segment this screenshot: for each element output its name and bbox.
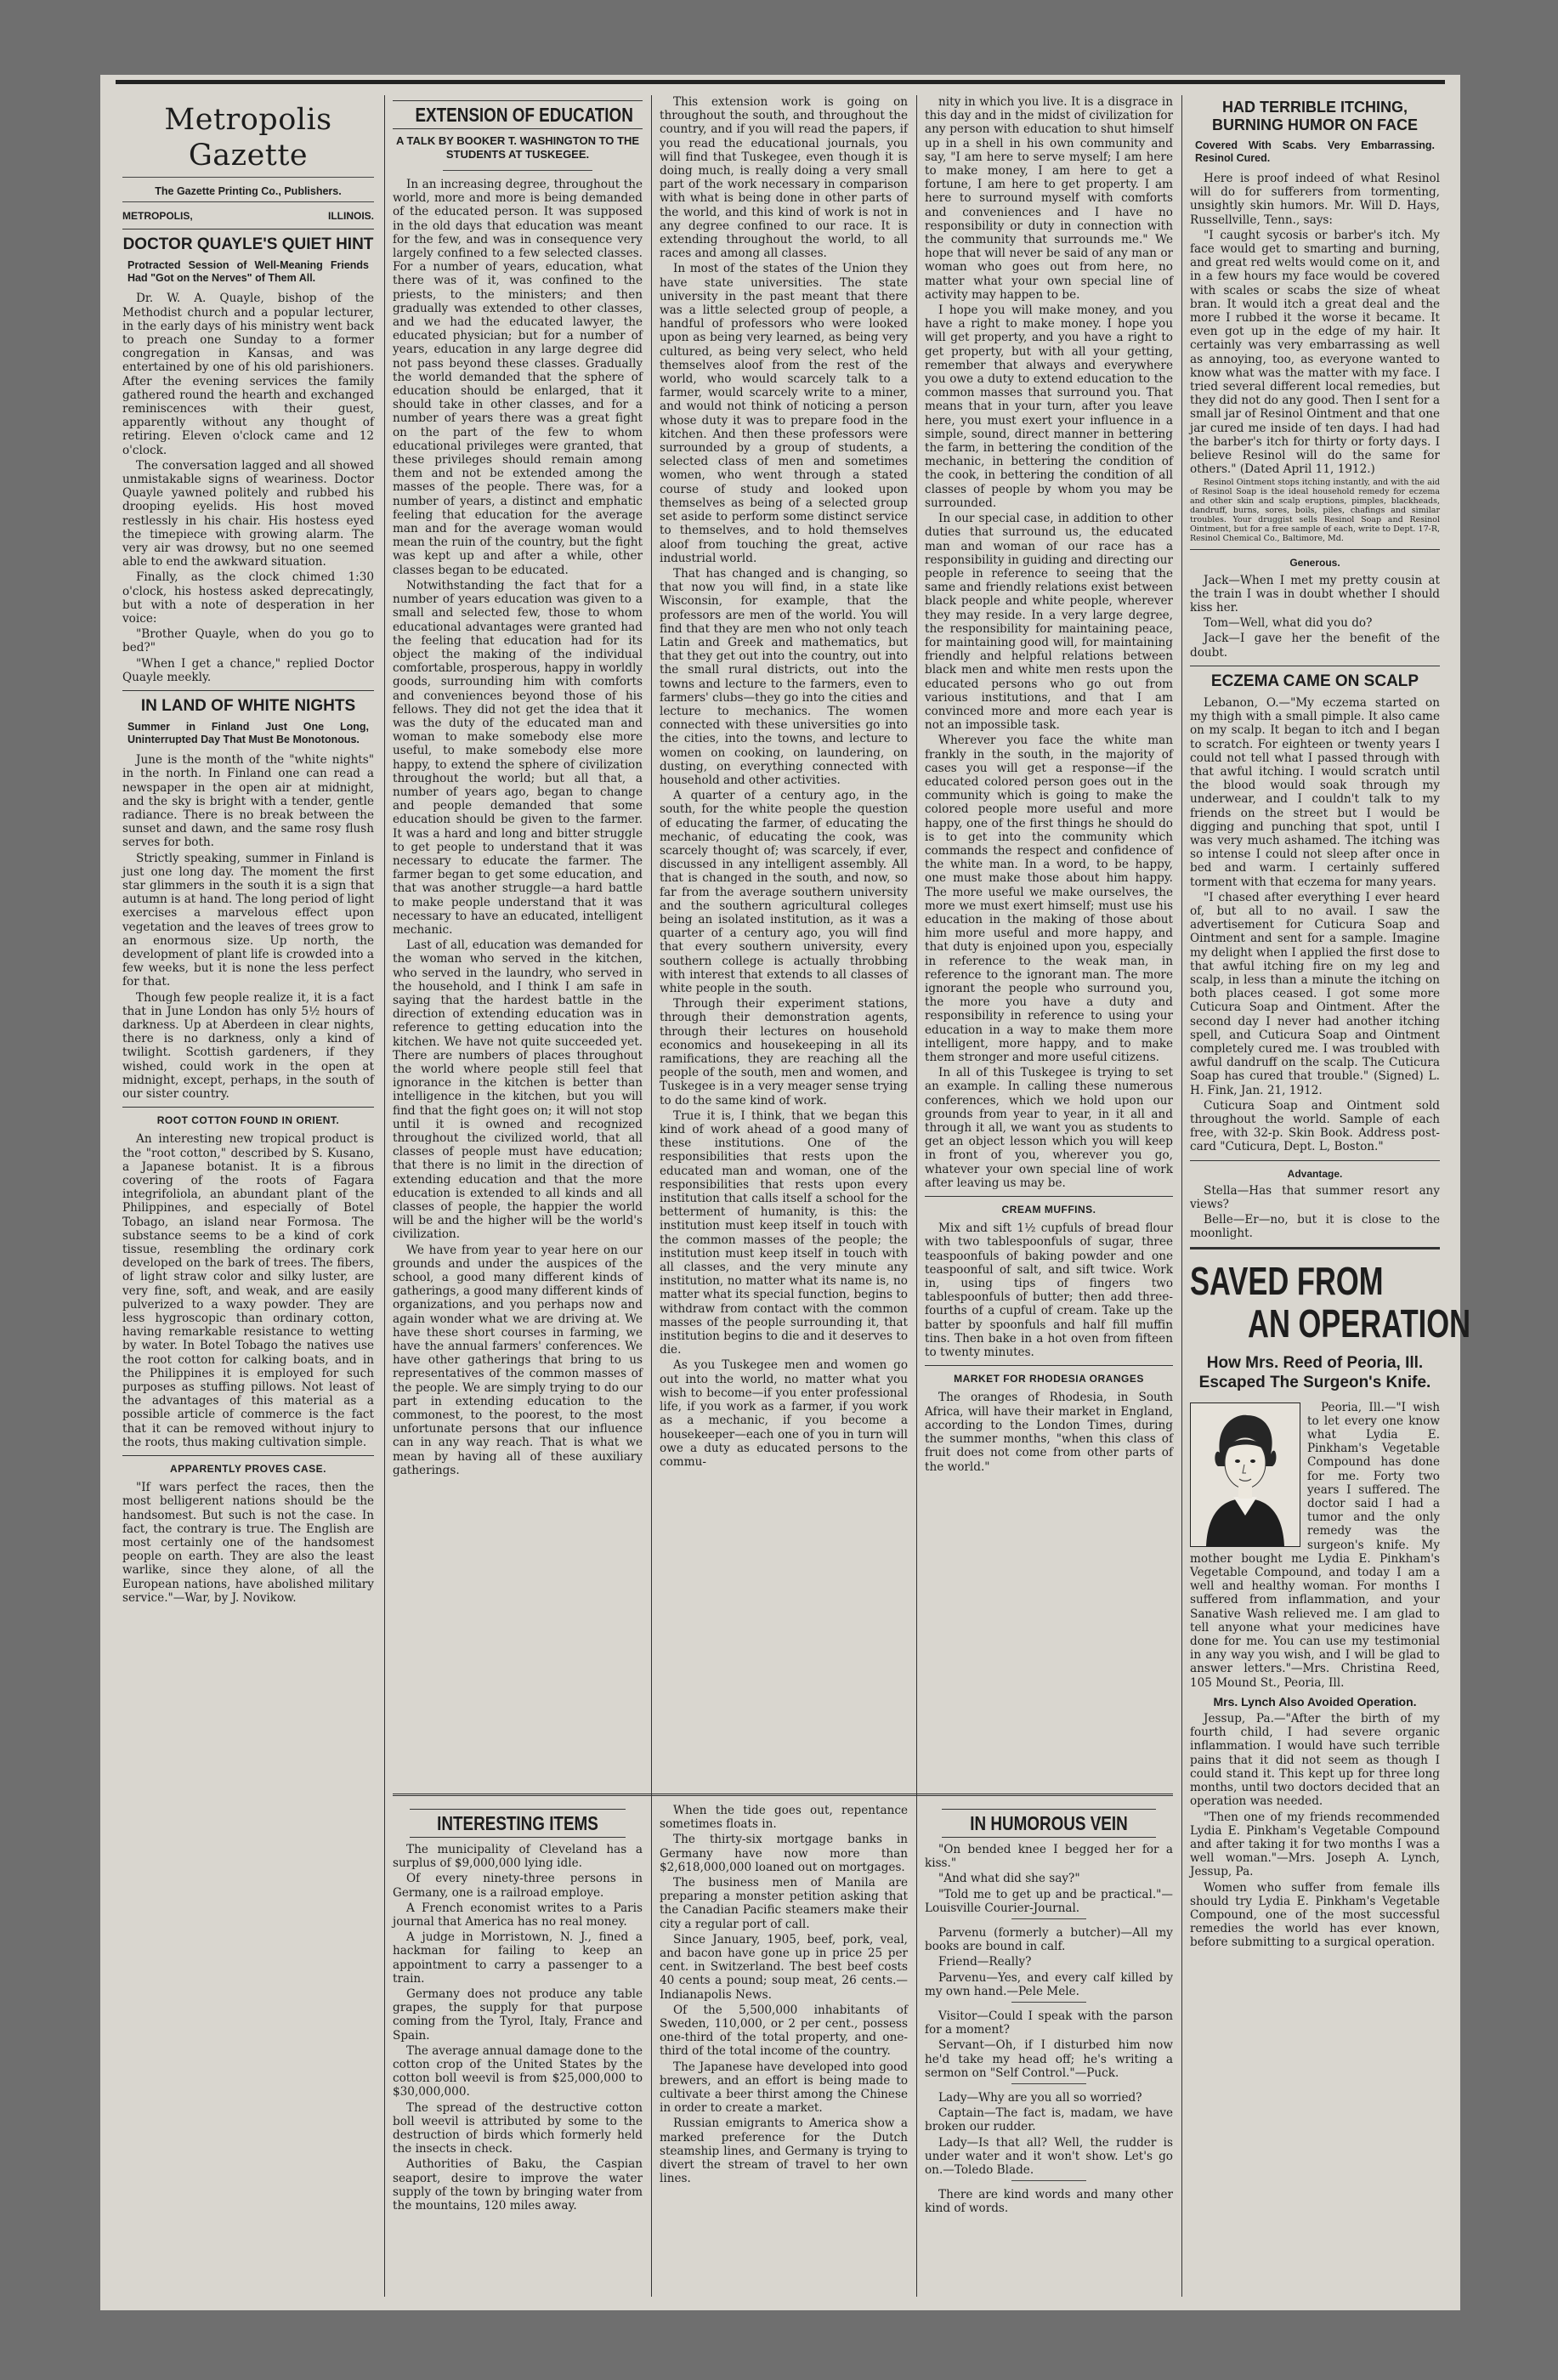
humorous-line: "And what did she say?" bbox=[938, 1872, 1080, 1886]
nights-deck: Summer in Finland Just One Long, Uninterrupted Day That Must Be Monotonous. bbox=[127, 721, 369, 746]
humorous-line: "On bended knee I begged her for a kiss." bbox=[925, 1843, 1173, 1871]
interesting-item: The business men of Manila are preparing a monster petition asking that the Canadian Pacific steamers make their city a regular port of call. bbox=[660, 1876, 908, 1931]
column-rule bbox=[1181, 95, 1182, 2297]
proves-case-headline: APPARENTLY PROVES CASE. bbox=[170, 1463, 326, 1476]
education-para: Through their experiment stations, through their demonstration agents, through their lectures on household economics and housekeeping in all its ramifications, they are reaching all the people of the south, men and women, and Tuskegee is in a very meager sense trying to do the same kind of work. bbox=[660, 997, 908, 1108]
rhodesia-para: The oranges of Rhodesia, in South Africa, will have their market in England, according to the London Times, during the summer months, "when this class of fruit does not come from other parts of the world." bbox=[925, 1391, 1173, 1474]
divider bbox=[1011, 2180, 1086, 2181]
column-1 bbox=[122, 95, 374, 2305]
column-4 bbox=[925, 95, 1173, 1787]
humorous-line: Captain—The fact is, madam, we have broken our rudder. bbox=[925, 2106, 1173, 2134]
generous-line: Tom—Well, what did you do? bbox=[1204, 616, 1373, 631]
divider bbox=[122, 1107, 374, 1108]
education-para: Notwithstanding the fact that for a number of years education was given to a small and selected few, those to whom educational advantages were granted had the feeling that education had for its object the making of the individual comfortable, prosperous, happy in worldly goods, surrounding him with comforts and conveniences beyond those of his fellows. They did not get the idea that it was the duty of the educated man and woman to make somebody else more useful, to make somebody else more happy, to extend the sphere of civilization throughout the world; but all that, a number of years ago, began to change and people demanded that some education should be given to the farmer. It was a hard and long and bitter struggle to get people to understand that it was necessary to educate the farmer. The farmer began to get some education, and that was another struggle—a hard battle to make people understand that it was necessary to have an educated, intelligent mechanic. bbox=[393, 578, 643, 937]
masthead-state: ILLINOIS. bbox=[328, 210, 374, 223]
masthead-title: Metropolis Gazette bbox=[164, 103, 332, 173]
quayle-para: The conversation lagged and all showed unmistakable signs of weariness. Doctor Quayle yawned politely and rubbed his drooping eyelids. His host moved restlessly in his chair. His hostess eyed the timepiece with growing alarm. The very air was drowsy, but no one seemed able to end the awkward situation. bbox=[122, 458, 374, 570]
muffins-headline: CREAM MUFFINS. bbox=[1001, 1204, 1096, 1216]
nights-headline: IN LAND OF WHITE NIGHTS bbox=[140, 697, 356, 716]
advantage-headline: Advantage. bbox=[1287, 1167, 1343, 1180]
muffins-para: Mix and sift 1½ cupfuls of bread flour with two tablespoonfuls of sugar, three teaspoonfuls of baking powder and one teaspoonful of salt, and sift twice. Work in, using tips of fingers two tablespoonfuls of butter; then add three-fourths of a cupful of cream. Take up the batter by spoonfuls and half fill muffin tins. Then bake in a hot oven from fifteen to twenty minutes. bbox=[925, 1221, 1173, 1360]
quayle-para: "When I get a chance," replied Doctor Quayle meekly. bbox=[122, 656, 374, 684]
education-para: We have from year to year here on our grounds and under the auspices of the school, a good many different kinds of gatherings, a good many different kinds of organizations, and you perhaps now and again wonder what we are driving at. We have these short courses in farming, we have the annual farmers' conferences. We have other gatherings that bring to us representatives of the common masses of the people. We are simply trying to do our part in extending education to the commonest, to the poorest, to the most unfortunate persons that our influence can in any way reach. That is what we mean by having all of these auxiliary gatherings. bbox=[393, 1243, 643, 1477]
lynch-para: Women who suffer from female ills should try Lydia E. Pinkham's Vegetable Compound, one of the most successful remedies the world has ever known, before submitting to a surgical operation. bbox=[1190, 1880, 1440, 1950]
section-rule bbox=[393, 1794, 1173, 1796]
divider bbox=[1190, 1160, 1440, 1161]
interesting-item: Of the 5,500,000 inhabitants of Sweden, 110,000, or 2 per cent., possess one-third of the total property, and one-third of the total income of the country. bbox=[660, 2003, 908, 2059]
column-rule bbox=[651, 95, 652, 2297]
interesting-headline: INTERESTING ITEMS bbox=[437, 1812, 598, 1834]
divider bbox=[122, 177, 374, 178]
woman-portrait-image bbox=[1190, 1402, 1300, 1547]
education-headline-box bbox=[393, 100, 643, 129]
interesting-item: The municipality of Cleveland has a surplus of $9,000,000 lying idle. bbox=[393, 1843, 643, 1871]
nights-para: Though few people realize it, it is a fact that in June London has only 5½ hours of darkness. Up at Aberdeen in clear nights, there is no darkness, only a kind of twilight. Scottish gardeners, if they wished, could work in the open at midnight, except, perhaps, in the south of our sister country. bbox=[122, 990, 374, 1101]
divider bbox=[1011, 1918, 1086, 1919]
interesting-item: The average annual damage done to the cotton crop of the United States by the cotton boll weevil is from $25,000,000 to $30,000,000. bbox=[393, 2043, 643, 2100]
education-para: In most of the states of the Union they have state universities. The state university in the past meant that there was a little selected group of people, a handful of professors who were looked upon as being very learned, as being very cultured, as being very select, who held themselves aloof from the rest of the world, who would scarcely talk to a farmer, would scarcely write to a miner, and would not think of noticing a person whose duty it was to prepare food in the kitchen. And then these professors were surrounded by a group of students, a selected class of men and sometimes women, who went through a stated course of study and looked upon themselves as being of a selected group set aside to perform some distinct service to themselves, and to hold themselves aloof from touching the great, active industrial world. bbox=[660, 262, 908, 565]
nights-para: Strictly speaking, summer in Finland is just one long day. The moment the first star glimmers in the south it is a sign that autumn is at hand. The long period of light exercises a marvelous effect upon vegetation and the leaves of trees grow to an enormous size. Up north, the development of plant life is crowded into a few weeks, but it is none the less perfect for that. bbox=[122, 851, 374, 989]
education-para: As you Tuskegee men and women go out into the world, no matter what you wish to become—if you enter professional life, if you work as a farmer, if you work as a mechanic, if you become a housekeeper—each one of you in turn will owe a duty as educated persons to the commu- bbox=[660, 1358, 908, 1469]
quayle-para: "Brother Quayle, when do you go to bed?" bbox=[122, 627, 374, 655]
interesting-item: Russian emigrants to America show a marked preference for the Dutch steamship lines, and Germany is trying to divert the stream of travel to her own lines. bbox=[660, 2116, 908, 2186]
interesting-item: The thirty-six mortgage banks in Germany have now more than $2,618,000,000 loaned out on mortgages. bbox=[660, 1833, 908, 1874]
column-3 bbox=[660, 95, 908, 1787]
humorous-line: There are kind words and many other kind of words. bbox=[925, 2188, 1173, 2216]
itching-para: "I caught sycosis or barber's itch. My face would get to smarting and burning, and great red welts would come on it, and in a few hours my face would be covered with scales or scabs the size of wheat bran. It would itch a great deal and the more I rubbed it the worse it became. It even got up in the edge of my hair. It certainly was very embarrassing as well as annoying, too, as everyone wanted to know what was the matter with my face. I tried several different local remedies, but they did not do any good. Then I sent for a small jar of Resinol Ointment and that one jar cured me inside of ten days. I had had the barber's itch for thirty or forty days. I believe Resinol will do the same for others." (Dated April 11, 1912.) bbox=[1190, 228, 1440, 477]
root-cotton-para: An interesting new tropical product is the "root cotton," described by S. Kusano, a Japanese botanist. It is a fibrous covering of the roots of Fagara integrifoliola, an abundant plant of the Philippines, and especially of Botel Tobago, an island near Formosa. The substance seems to be a kind of cork tissue, resembling the ordinary cork developed on the bark of trees. The fibers, of light straw color and silky luster, are very fine, soft, and weak, and are easily pulverized to a waxy powder. They are less hygroscopic than ordinary cotton, having remarkable resistance to wetting by water. In Botel Tobago the natives use the root cotton for calking boats, and in the Philippines it is employed for such purposes as stuffing pillows. Not least of the advantages of this material as a possible article of commerce is the fact that it can be removed without injury to the roots, thus making cultivation simple. bbox=[122, 1132, 374, 1449]
saved-para: Peoria, Ill.—"I wish to let every one know what Lydia E. Pinkham's Vegetable Compound has done for me. Forty two years I suffered. The doctor said I had a tumor and the only remedy was the surgeon's knife. My mother bought me Lydia E. Pinkham's Vegetable Compound, and today I am a well and healthy woman. For months I suffered from inflammation, and your Sanative Wash relieved me. I am glad to tell anyone what your medicines have done for me. You can use my testimonial in any way you wish, and I will be glad to answer letters."—Mrs. Christina Reed, 105 Mound St., Peoria, Ill. bbox=[1190, 1400, 1440, 1690]
nights-para: June is the month of the "white nights" in the north. In Finland one can read a newspaper in the open air at midnight, and the sky is bright with a tender, gentle radiance. There is no break between the sunset and dawn, and the same rosy flush serves for both. bbox=[122, 753, 374, 850]
lynch-para: "Then one of my friends recommended Lydia E. Pinkham's Vegetable Compound and after taking it for two months I was a well woman."—Mrs. Joseph A. Lynch, Jessup, Pa. bbox=[1190, 1810, 1440, 1879]
itching-para: Here is proof indeed of what Resinol will do for sufferers from tormenting, unsightly skin humors. Mr. Will D. Hays, Russellville, Tenn., says: bbox=[1190, 172, 1440, 227]
divider bbox=[925, 1365, 1173, 1366]
education-para: In all of this Tuskegee is trying to set an example. In calling these numerous conferences, which we hold upon our grounds from year to year, in it all and through it all, we want you as students to get an object lesson which you will keep in front of you, wherever you go, whatever your own special line of work after leaving us may be. bbox=[925, 1066, 1173, 1190]
humorous-line: Friend—Really? bbox=[938, 1955, 1032, 1969]
education-para: In our special case, in addition to other duties that surround us, the educated man and woman of our race has a responsibility in guiding and directing our people in reference to seeing that the same and friendly relations exist between black people and white people, wherever they may reside. In a very large degree, the responsibility for maintaining peace, for maintaining good will, for maintaining friendly and helpful relations between black men and white men rests upon the educated persons who go out from various institutions, and that I am convinced more and more each year is not an impossible task. bbox=[925, 512, 1173, 733]
divider bbox=[1190, 1247, 1440, 1250]
divider bbox=[1011, 2002, 1086, 2003]
divider bbox=[122, 229, 374, 230]
divider bbox=[122, 1455, 374, 1456]
quayle-headline: DOCTOR QUAYLE'S QUIET HINT bbox=[122, 235, 374, 254]
interesting-item: When the tide goes out, repentance sometimes floats in. bbox=[660, 1804, 908, 1832]
rhodesia-headline: MARKET FOR RHODESIA ORANGES bbox=[954, 1373, 1144, 1386]
generous-headline: Generous. bbox=[1289, 557, 1340, 570]
humorous-line: "Told me to get up and be practical."—Louisville Courier-Journal. bbox=[925, 1887, 1173, 1915]
itching-headline: HAD TERRIBLE ITCHING, BURNING HUMOR ON FACE bbox=[1212, 99, 1418, 133]
interesting-item: Germany does not produce any table grapes, the supply for that purpose coming from the Tyrol, Italy, France and Spain. bbox=[393, 1987, 643, 2043]
generous-line: Jack—When I met my pretty cousin at the train I was in doubt whether I should kiss her. bbox=[1190, 573, 1440, 615]
divider bbox=[925, 1196, 1173, 1197]
generous-line: Jack—I gave her the benefit of the doubt. bbox=[1190, 632, 1440, 660]
divider bbox=[1011, 2083, 1086, 2084]
column-5 bbox=[1190, 95, 1470, 2305]
proves-case-para: "If wars perfect the races, then the most belligerent nations should be the handsomest. But such is not the case. In fact, the contrary is true. The English are most certainly one of the handsomest people on earth. They are also the least warlike, since they alone, of all the European nations, have abolished military service."—War, by J. Novikow. bbox=[122, 1481, 374, 1605]
quayle-para: Dr. W. A. Quayle, bishop of the Methodist church and a popular lecturer, in the early days of his ministry went back to preach one Sunday to a former congregation in Kansas, and was entertained by one of his old parishioners. After the evening services the family gathered round the hearth and exchanged reminiscences with their guest, apparently without any thought of retiring. Eleven o'clock came and 12 o'clock. bbox=[122, 292, 374, 457]
quayle-deck: Protracted Session of Well-Meaning Friends Had "Got on the Nerves" of Them All. bbox=[127, 259, 369, 285]
itching-fine-print: Resinol Ointment stops itching instantly, and with the aid of Resinol Soap is the ideal household remedy for eczema and other skin and scalp eruptions, pimples, blackheads, dandruff, burns, sores, boils, piles, chafings and similar troubles. Your druggist sells Resinol Soap and Resinol Ointment, but for a free sample of each, write to Dept. 17-R, Resinol Chemical Co., Baltimore, Md. bbox=[1190, 478, 1440, 544]
interesting-item: Since January, 1905, beef, pork, veal, and bacon have gone up in price 25 per cent. in Switzerland. The best beef costs 40 cents a pound; soup meat, 26 cents.—Indianapolis News. bbox=[660, 1932, 908, 2002]
newspaper-page bbox=[100, 75, 1470, 2310]
interesting-item: A judge in Morristown, N. J., fined a hackman for failing to keep an appointment to carry a passenger to a train. bbox=[393, 1930, 643, 1986]
humorous-headline: IN HUMOROUS VEIN bbox=[970, 1812, 1128, 1834]
education-para: nity in which you live. It is a disgrace in this day and in the midst of civilization for any person with education to shut himself up in a shell in his own community and say, "I am here to serve myself; I am here to make money, I am here to get a fortune, I am here to get property. I am here to surround myself with comforts and conveniences and I have no responsibility or duty in connection with the community that surrounds me." We hope that will never be said of any man or woman who goes out from here, no matter what your own special line of activity may happen to be. bbox=[925, 95, 1173, 302]
education-para: In an increasing degree, throughout the world, more and more is being demanded of the educated person. It was supposed in the old days that education was meant for the few, and was in consequence very largely confined to a few selected classes. For a number of years, education, what there was of it, was confined to the priests, to the ministers; and then gradually was extended to other classes, and we had the educated lawyer, the educated physician; but for a number of years, education in any large degree did not pass beyond these classes. Gradually the world demanded that the sphere of education should be enlarged, that it should take in other classes, and for a number of years there was a great fight on the part of the few to whom educational privileges were granted, that these privileges should remain among them and not be extended among the masses of the people. There was, for a number of years, a distinct and emphatic feeling that education for the average man and for the average woman would mean the ruin of the country, but the fight was kept up and after a while, other classes began to be educated. bbox=[393, 178, 643, 577]
interesting-item: The Japanese have developed into good brewers, and an effort is being made to cultivate a beer thirst among the Chinese in order to create a market. bbox=[660, 2060, 908, 2116]
education-para: Last of all, education was demanded for the woman who served in the kitchen, who served in the laundry, who served in the household, and I think I am safe in saying that the hardest battle in the direction of extending education was in reference to getting education into the kitchen. We have not quite succeeded yet. There are numbers of places throughout the world where people still feel that ignorance in the kitchen is better than intelligence in the kitchen, but you will find that the fight goes on; it will not stop until it is owned and recognized throughout the civilized world, that all classes of people must have education; that there is no limit in the direction of extending education and that the more education is extended to all kinds and all classes of people, the happier the world will be and the higher will be the world's civilization. bbox=[393, 938, 643, 1242]
education-para: True it is, I think, that we began this kind of work ahead of a good many of these institutions. One of the responsibilities that rests upon the educated man and woman, one of the responsibilities that rests upon every institution that calls itself a school for the betterment of humanity, is this: the institution must keep itself in touch with the common masses of the people; the institution must keep itself in touch with all classes, and the very minute any institution, no matter what its name is, no matter what its special function, begins to withdraw from contact with the common masses of the people surrounding it, that institution begins to die and it deserves to die. bbox=[660, 1108, 908, 1357]
eczema-para: Cuticura Soap and Ointment sold throughout the world. Sample of each free, with 32-p. Skin Book. Address post-card "Cuticura, Dept. L, Boston." bbox=[1190, 1098, 1440, 1154]
education-para: Wherever you face the white man frankly in the south, in the majority of cases you will get a response—if the educated colored person goes out in the community which is going to make the colored people more useful and more happy, one of the first things he should do is to get into the community which commands the respect and confidence of the white man. In a word, to be happy, one must make those about him happy. The more useful we make ourselves, the more we must exert himself; must use his education in the making of those about him more useful and more happy, and that duty is enjoined upon you, especially in reference to the weak man, in reference to the ignorant man. The more ignorant the people who surround you, the more you have a duty and responsibility in reference to using your education in a way to make them more intelligent, more happy, and to make them stronger and more useful citizens. bbox=[925, 734, 1173, 1065]
woman-portrait-drawing bbox=[1191, 1403, 1300, 1546]
divider bbox=[443, 170, 592, 171]
humorous-line: Lady—Why are you all so worried? bbox=[938, 2091, 1142, 2105]
lynch-subhead: Mrs. Lynch Also Avoided Operation. bbox=[1213, 1694, 1417, 1708]
advantage-line: Belle—Er—no, but it is close to the moonlight. bbox=[1190, 1213, 1440, 1241]
divider bbox=[1190, 549, 1440, 550]
interesting-item: A French economist writes to a Paris journal that America has no real money. bbox=[393, 1901, 643, 1930]
interesting-item: Of every ninety-three persons in Germany, one is a railroad employe. bbox=[393, 1872, 643, 1900]
advantage-line: Stella—Has that summer resort any views? bbox=[1190, 1183, 1440, 1211]
saved-deck: How Mrs. Reed of Peoria, Ill. Escaped The Surgeon's Knife. bbox=[1198, 1353, 1431, 1391]
education-para: This extension work is going on throughout the south, and throughout the country, and if you will read the papers, if you read the educational journals, you will find that Tuskegee, even though it is doing much, is really doing a very small part of the work necessary in comparison with what is being done in other parts of the world, and this kind of work is not in any degree confined to our race. It is extending throughout the world, to all races and among all classes. bbox=[660, 95, 908, 261]
education-para: I hope you will make money, and you have a right to make money. I hope you will get property, and you have a right to get property, but with all your getting, remember that always and everywhere you owe a duty to extend education to the common masses that surround you. That means that in your turn, after you leave here, you must exert your influence in a simple, sound, direct manner in bettering the farm, in bettering the condition of the mechanic, in bettering the condition of the cook, in bettering the condition of all classes of people by whom you may be surrounded. bbox=[925, 303, 1173, 510]
top-rule bbox=[116, 80, 1445, 84]
education-headline: EXTENSION OF EDUCATION bbox=[415, 104, 633, 126]
humorous-line: Parvenu (formerly a butcher)—All my books are bound in calf. bbox=[925, 1926, 1173, 1954]
humorous-line: Parvenu—Yes, and every calf killed by my own hand.—Pele Mele. bbox=[925, 1970, 1173, 1998]
education-para: That has changed and is changing, so that now you will find, in a state like Wisconsin, for example, that the professors are men of the world. You will find that they are men who not only teach Latin and Greek and mathematics, but that they get out into the country, out into the small rural districts, out into the towns and lecture to the farmers, even to farmers' clubs—they go into the cities and lecture to mechanics. The women connected with these universities go into the cities, into the towns, and lecture to women on cooking, on laundering, on dusting, on everything connected with household and other activities. bbox=[660, 566, 908, 787]
interesting-headline-box bbox=[410, 1809, 626, 1838]
column-rule bbox=[916, 95, 917, 2297]
humorous-headline-box bbox=[942, 1809, 1156, 1838]
interesting-col-a bbox=[393, 1804, 643, 2305]
eczema-para: "I chased after everything I ever heard of, but all to no avail. I saw the advertisement for Cuticura Soap and Ointment and sent for a sample. Imagine my delight when I applied the first dose to that awful itching fire on my leg and scalp, in less than a minute the itching on both places ceased. I got some more Cuticura Soap and Ointment. After the second day I never had another itching spell, and Cuticura Soap and Ointment completely cured me. I was troubled with awful dandruff on the scalp. The Cuticura Soap has cured that trouble." (Signed) L. H. Fink, Jan. 21, 1912. bbox=[1190, 890, 1440, 1097]
saved-headline-1: SAVED FROM bbox=[1190, 1258, 1384, 1303]
humorous-line: Lady—Is that all? Well, the rudder is under water and it won't show. Let's go on.—Toledo Blade. bbox=[925, 2135, 1173, 2178]
eczema-para: Lebanon, O.—"My eczema started on my thigh with a small pimple. It also came on my scalp. It began to itch and I began to scratch. For eighteen or twenty years I could not tell what I passed through with that awful itching. I would scratch until the blood would soak through my underwear, and I couldn't talk to my friends on the street but I would be digging and punching that spot, until I was very much ashamed. The itching was so intense I could not sleep after once in bed and warm. I certainly suffered torment with that eczema for many years. bbox=[1190, 695, 1440, 889]
humorous-line: Visitor—Could I speak with the parson for a moment? bbox=[925, 2009, 1173, 2037]
masthead-city: METROPOLIS, bbox=[122, 210, 193, 223]
masthead-dateline bbox=[122, 209, 374, 223]
education-deck: A TALK BY BOOKER T. WASHINGTON TO THE STUDENTS AT TUSKEGEE. bbox=[396, 134, 640, 161]
root-cotton-headline: ROOT COTTON FOUND IN ORIENT. bbox=[156, 1114, 340, 1127]
saved-headline-2: AN OPERATION bbox=[1248, 1300, 1470, 1346]
column-rule bbox=[384, 95, 385, 2297]
divider bbox=[122, 201, 374, 202]
interesting-col-b bbox=[660, 1804, 908, 2305]
itching-deck: Covered With Scabs. Very Embarrassing. Resinol Cured. bbox=[1195, 139, 1435, 164]
humorous-col bbox=[925, 1804, 1173, 2305]
education-para: A quarter of a century ago, in the south, for the white people the question of educating the farmer, of educating the mechanic, of educating the cook, was scarcely thought of; was scarcely, if ever, discussed in any intelligent assembly. All that is changed in the south, and now, so far from the average southern university and the southern agricultural colleges being an isolated institution, as it was a quarter of a century ago, you will find that every southern university, every southern college is actually throbbing with interest that extends to all classes of white people in the south. bbox=[660, 789, 908, 995]
interesting-item: Authorities of Baku, the Caspian seaport, desire to improve the water supply of the town by bringing water from the mountains, 120 miles away. bbox=[393, 2157, 643, 2213]
interesting-item: The spread of the destructive cotton boll weevil is attributed by some to the destruction of birds which formerly held the insects in check. bbox=[393, 2100, 643, 2156]
lynch-para: Jessup, Pa.—"After the birth of my fourth child, I had severe organic inflammation. I would have such terrible pains that it did not seem as though I could stand it. This kept up for three long months, until two doctors decided that an operation was needed. bbox=[1190, 1712, 1440, 1809]
quayle-para: Finally, as the clock chimed 1:30 o'clock, his hostess asked deprecatingly, but with a note of desperation in her voice: bbox=[122, 570, 374, 626]
humorous-line: Servant—Oh, if I disturbed him now he'd take my head off; he's writing a sermon on "Self Control."—Puck. bbox=[925, 2038, 1173, 2080]
divider bbox=[122, 690, 374, 691]
eczema-headline: ECZEMA CAME ON SCALP bbox=[1210, 672, 1419, 690]
column-2 bbox=[393, 95, 643, 1787]
masthead-publisher: The Gazette Printing Co., Publishers. bbox=[155, 185, 342, 197]
